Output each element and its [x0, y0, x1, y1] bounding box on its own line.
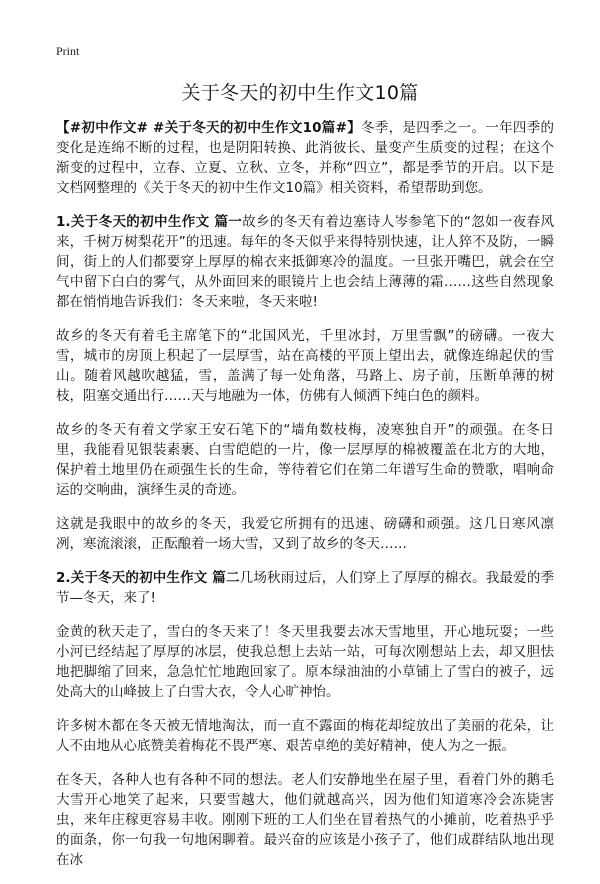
intro-paragraph: [56, 118, 554, 198]
essay1-p1-text: 故乡的冬天有着边塞诗人岑参笔下的“忽如一夜春风来，千树万树梨花开”的迅速。每年的冬天似乎来得特别快速，让人猝不及防，一瞬间，街上的人们都要穿上厚厚的棉衣来抵御寒冷的温度。一旦张开嘴巴，就会在空气中留下白白的雾气，从外面回来的眼镜片上也会结上薄薄的霜……这些自然现象都在悄悄地告诉我们：冬天来啦，冬天来啦!: [56, 214, 554, 310]
article-body: [56, 118, 554, 884]
page-title: 关于冬天的初中生作文10篇: [181, 82, 419, 104]
essay2-lead-paragraph: [56, 568, 554, 608]
essay2-paragraph-3: 在冬天，各种人也有各种不同的想法。老人们安静地坐在屋子里，看着门外的鹅毛大雪开心地笑了起来，只要雪越大，他们就越高兴，因为他们知道寒冷会冻毙害虫，来年庄稼更容易丰收。刚刚下班的工人们坐在冒着热气的小摊前，吃着热乎乎的面条，你一句我一句地闲聊着。最兴奋的应该是小孩子了，他们成群结队地出现在冰: [56, 772, 554, 868]
essay2-lead-text: 几场秋雨过后，人们穿上了厚厚的棉衣。我最爱的季节—冬天，来了!: [56, 570, 555, 606]
essay1-paragraph-2: 故乡的冬天有着毛主席笔下的“北国风光，千里冰封，万里雪飘”的磅礴。一夜大雪，城市的房顶上积起了一层厚雪，站在高楼的平顶上望出去，就像连绵起伏的雪山。随着风越吹越猛，雪，盖满了每一处角落，马路上、房子前，压断单薄的树枝，阻塞交通出行……天与地融为一体，仿佛有人倾洒下纯白色的颜料。: [56, 328, 554, 404]
essay1-paragraph-1: [56, 212, 554, 312]
essay1-paragraph-4: 这就是我眼中的故乡的冬天，我爱它所拥有的迅速、磅礴和顽强。这几日寒风凛冽，寒流滚滚，正酝酿着一场大雪，又到了故乡的冬天……: [56, 516, 554, 552]
essay1-paragraph-3: 故乡的冬天有着文学家王安石笔下的“墙角数枝梅，凌寒独自开”的顽强。在冬日里，我能看见银装素裹、白雪皑皑的一片，像一层厚厚的棉被覆盖在北方的大地，保护着土地里仍在顽强生长的生命，等待着它们在第二年谱写生命的赞歌，唱响命运的交响曲，演绎生灵的奇迹。: [56, 422, 554, 498]
intro-tag: 【#初中作文# #关于冬天的初中生作文10篇#】: [56, 120, 361, 136]
print-link[interactable]: Print: [56, 44, 80, 58]
essay2-paragraph-2: 许多树木都在冬天被无情地淘汰，而一直不露面的梅花却绽放出了美丽的花朵，让人不由地从心底赞美着梅花不畏严寒、艰苦卓绝的美好精神，使人为之一振。: [56, 718, 554, 754]
essay2-heading: 2.关于冬天的初中生作文 篇二: [56, 570, 240, 586]
intro-text: 冬季，是四季之一。一年四季的变化是连绵不断的过程，也是阴阳转换、此消彼长、量变产生质变的过程；在这个渐变的过程中，立春、立夏、立秋、立冬，并称“四立”，都是季节的开启。以下是文档网整理的《关于冬天的初中生作文10篇》相关资料，希望帮助到您。: [56, 120, 554, 196]
essay2-paragraph-1: 金黄的秋天走了，雪白的冬天来了！冬天里我要去冰天雪地里，开心地玩耍；一些小河已经结起了厚厚的冰层，使我总想上去站一站，可每次刚想站上去，却又胆怯地把脚缩了回来，急急忙忙地跑回家了。原本绿油油的小草铺上了雪白的被子，远处高大的山峰披上了白雪大衣，令人心旷神怡。: [56, 624, 554, 700]
essay1-heading: 1.关于冬天的初中生作文 篇一: [56, 214, 243, 230]
